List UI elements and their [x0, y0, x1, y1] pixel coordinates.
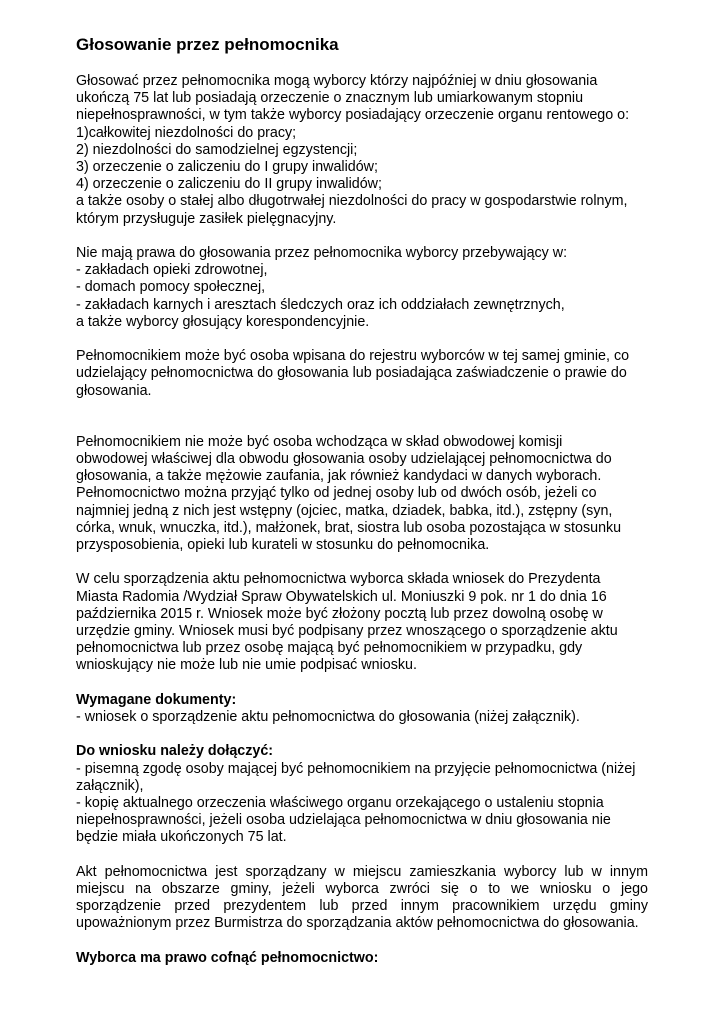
text-line: którym przysługuje zasiłek pielęgnacyjny.: [76, 210, 337, 227]
text-line: 2) niezdolności do samodzielnej egzystencji;: [76, 141, 358, 158]
text-line: ukończą 75 lat lub posiadają orzeczenie o znacznym lub umiarkowanym stopniu: [76, 90, 584, 107]
text-line: wnioskujący nie może lub nie umie podpisać wniosku.: [76, 657, 417, 674]
text-line: - zakładach karnych i aresztach śledczych oraz ich oddziałach zewnętrznych,: [76, 296, 565, 313]
text-line: udzielający pełnomocnictwa do głosowania lub posiadająca zaświadczenie o prawie do: [76, 365, 627, 382]
text-line: córka, wnuk, wnuczka, itd.), małżonek, brat, siostra lub osoba pozostająca w stosunku: [76, 519, 622, 536]
application-paragraph: [76, 571, 648, 674]
text-line: - domach pomocy społecznej,: [76, 279, 266, 296]
text-line: W celu sporządzenia aktu pełnomocnictwa wyborca składa wniosek do Prezydenta: [76, 571, 601, 588]
proxy-restrictions-paragraph: [76, 434, 648, 554]
text-line: głosowania.: [76, 382, 152, 399]
text-line: 3) orzeczenie o zaliczeniu do I grupy inwalidów;: [76, 159, 378, 176]
text-line: - wniosek o sporządzenie aktu pełnomocnictwa do głosowania (niżej załącznik).: [76, 709, 580, 726]
attachments-heading: Do wniosku należy dołączyć:: [76, 743, 274, 760]
attachments-section: [76, 743, 648, 846]
text-line: - kopię aktualnego orzeczenia właściwego organu orzekającego o ustaleniu stopnia: [76, 795, 604, 812]
text-line: października 2015 r. Wniosek może być złożony pocztą lub przez dowolną osobę w: [76, 605, 603, 622]
exclusions-paragraph: [76, 245, 648, 331]
text-line: obwodowej właściwej dla obwodu głosowania osoby udzielającej pełnomocnictwa do: [76, 451, 612, 468]
document-page: [76, 35, 648, 967]
text-line: Pełnomocnikiem nie może być osoba wchodząca w skład obwodowej komisji: [76, 433, 563, 450]
text-line: będzie miała ukończonych 75 lat.: [76, 829, 287, 846]
text-line: niepełnosprawności, jeżeli osoba udzielająca pełnomocnictwa w dniu głosowania nie: [76, 812, 611, 829]
text-line: 4) orzeczenie o zaliczeniu do II grupy inwalidów;: [76, 176, 382, 193]
text-line: Głosować przez pełnomocnika mogą wyborcy którzy najpóźniej w dniu głosowania: [76, 73, 598, 89]
text-line: a także osoby o stałej albo długotrwałej niezdolności do pracy w gospodarstwie rolnym,: [76, 193, 628, 210]
act-location-paragraph: Akt pełnomocnictwa jest sporządzany w miejscu zamieszkania wyborcy lub w innym miejscu na obszarze gminy, jeżeli wyborca zwróci się o to we wniosku o jego sporządzenie przed prezydentem lub przed innym pracownikiem urzędu gminy upoważnionym przez Burmistrza do sporządzania aktów pełnomocnictwa do głosowania.: [76, 863, 648, 932]
text-line: Nie mają prawa do głosowania przez pełnomocnika wyborcy przebywający w:: [76, 245, 568, 262]
text-line: załącznik),: [76, 777, 144, 794]
text-line: a także wyborcy głosujący korespondencyjnie.: [76, 313, 370, 330]
text-line: najmniej jedną z nich jest wstępny (ojciec, matka, dziadek, babka, itd.), zstępny (syn,: [76, 502, 613, 519]
text-line: - pisemną zgodę osoby mającej być pełnomocnikiem na przyjęcie pełnomocnictwa (niżej: [76, 760, 636, 777]
text-line: pełnomocnictwa lub przez osobę mającą być pełnomocnikiem w przypadku, gdy: [76, 640, 583, 657]
text-line: niepełnosprawności, w tym także wyborcy posiadający orzeczenie organu rentowego o:: [76, 107, 630, 124]
required-documents-heading: Wymagane dokumenty:: [76, 691, 237, 708]
text-line: głosowania, a także mężowie zaufania, jak również kandydaci w danych wyborach.: [76, 468, 602, 485]
text-line: urzędzie gminy. Wniosek musi być podpisany przez wnoszącego o sporządzenie aktu: [76, 623, 618, 640]
page-title: Głosowanie przez pełnomocnika: [76, 35, 339, 54]
text-line: 1)całkowitej niezdolności do pracy;: [76, 124, 297, 141]
proxy-eligibility-paragraph: [76, 348, 648, 400]
revocation-heading: Wyborca ma prawo cofnąć pełnomocnictwo:: [76, 949, 379, 966]
revocation-section: [76, 950, 648, 967]
text-line: Miasta Radomia /Wydział Spraw Obywatelskich ul. Moniuszki 9 pok. nr 1 do dnia 16: [76, 588, 607, 605]
text-line: Pełnomocnictwo można przyjąć tylko od jednej osoby lub od dwóch osób, jeżeli co: [76, 485, 597, 502]
text-line: - zakładach opieki zdrowotnej,: [76, 262, 268, 279]
required-documents-section: [76, 692, 648, 726]
text-line: Pełnomocnikiem może być osoba wpisana do rejestru wyborców w tej samej gminie, co: [76, 348, 630, 365]
text-line: przysposobienia, opieki lub kurateli w stosunku do pełnomocnika.: [76, 537, 490, 554]
eligibility-paragraph: [76, 73, 648, 228]
